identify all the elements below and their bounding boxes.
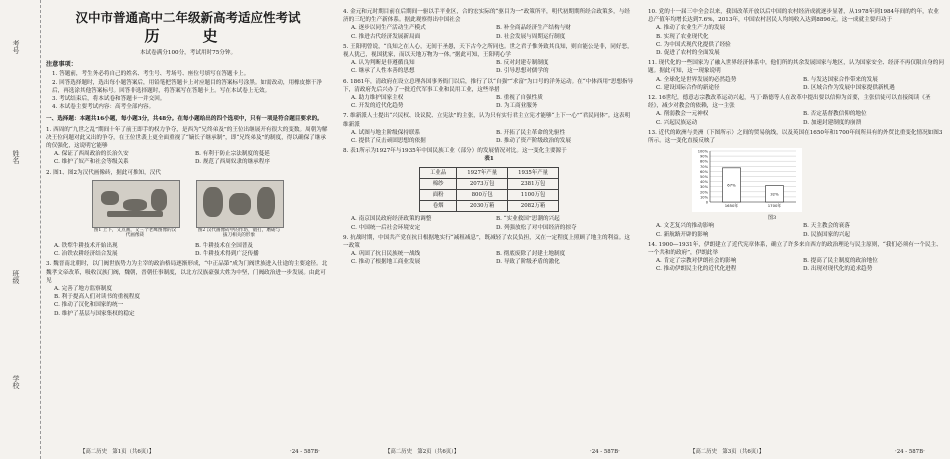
binding-margin [0,0,41,459]
question-14: 14. 1900—1931年，伊朗建立了近代宪章体系，确立了许多来自西方的政治理论与民主原则，“我们必须有一个民主、一个共和的政府”，伊朗此举 [648,241,942,257]
question-1-options [46,150,330,166]
y-tick-label: 80% [700,159,708,164]
question-13-options [648,222,944,238]
table-caption: 表1 [484,156,494,163]
option: A. 助力维护国家主权 [351,95,404,102]
margin-label-class: 班级 [12,270,20,284]
option: D. 列强放松了对中国经济的掠夺 [496,224,577,231]
option: C. 继承了人性本善的思想 [351,68,415,75]
option: B. 重视了自强性质 [496,95,543,102]
option: B. 反对封建专制制度 [496,60,549,67]
option: C. 中国统一后社会环境安定 [351,224,421,231]
margin-label-exam-id: 考号 [12,40,20,54]
notice-item: 4. 本试卷主要考试内容：高考全部内容。 [52,104,155,111]
option: B. 实现了农业现代化 [656,33,709,40]
y-tick-label: 30% [700,185,708,190]
x-tick-label: 1700年 [767,203,782,209]
question-9: 9. 抗战时期，中国共产党在抗日根据地实行“减租减息”，既减轻了农民负担，又在一定程度上照顾了地主的利益。这一政策 [343,234,630,250]
question-5-options [343,59,635,75]
bar-value-label: 67% [727,182,736,188]
option: D. 导致了阶级矛盾的激化 [496,259,560,266]
option: A. 文艺复兴的推动影响 [656,223,714,230]
page-code-1: ·24 - 587B· [290,449,320,455]
option: A. 认为判断是非遵循良知 [351,60,415,67]
exam-subject: 历 史 [144,27,232,45]
option: B. 补全商品经济生产结构与财 [496,25,571,32]
option: A. 全球化是世界发展的必然趋势 [656,76,737,83]
option: D. 民族国家的兴起 [803,231,850,238]
question-4: 4. 金元和元时期目前在后期间一驱以手平业区，合的宏实际的“驱目为一”政策所平，明代初期期所经合政策多，与经济的三纪的生产新体系。据此观察得出中国社会 [343,9,630,24]
option: B. 牛耕技术在全国普及 [195,243,254,250]
option: B. 提高了民主制度的政治地位 [803,258,878,265]
page-code-2: ·24 - 587B· [590,449,620,455]
table-row: 卷烟 2030万箱 2082万箱 [420,201,559,212]
question-7: 7. 维新派人士提出“兴民权、设议院、立宪法”的主张，认为只有实行君主立宪才能够“上下一心”“君民同体”。这表明维新派 [343,113,631,128]
option: D. 社会发展与周期运行制度 [496,33,566,40]
y-tick-label: 10% [700,195,708,200]
option: C. 为中国式现代化提供了经验 [656,41,731,48]
option: D. 引导思想对儒学的 [496,68,549,75]
question-2: 2. 图1、图2为汉代画像砖，据此可推知，汉代 [46,169,161,176]
option: C. 维护了奴产和社会等级关系 [54,159,129,166]
option: B. 利于提高人们对读书的重视程度 [54,294,140,301]
question-8: 8. 表1所示为1927年与1935年中国民族工业（部分）的发展情况对比。这一变化主要源于 [343,148,567,155]
y-tick-label: 50% [700,175,708,180]
option: D. 维护了基层与国家集权的稳定 [54,310,135,317]
question-9-options [343,250,635,266]
option: A. 试图与地主阶级保持联系 [351,129,421,136]
y-tick-label: 70% [700,165,708,170]
notice-item: 3. 考试结束后，将本试卷和答题卡一并交回。 [52,96,166,103]
production-table [419,167,559,213]
option: A. 削弱教会一元神权 [656,111,709,118]
option: A. 逐步以同生产活动生产模式 [351,25,426,32]
bar-value-label: 32% [770,191,779,197]
option: D. 区域合作为发展中国家提供新机遇 [803,84,895,91]
question-10-options [648,24,944,57]
notice-heading: 注意事项： [46,61,77,69]
option: C. 推动了汉化和国家的统一 [54,302,124,309]
table-row: 棉纱 2073万包 2381万包 [420,178,559,189]
question-13: 13. 近代的欧洲与美洲（下图所示）之间的贸易航线，以及英国在1650年和1700年间所具有的外贸比重变化情况如图3所示。这一变化直接反映了 [648,129,943,145]
option: B. 开拓了民主革命的先驱性 [496,129,566,136]
option: B. 天主教会的衰落 [803,223,850,230]
option: D. 促进了农村的全面发展 [656,50,720,57]
question-3-options [46,285,330,318]
option: D. 牛耕技术得到广泛传播 [195,251,259,258]
question-14-options [648,257,944,273]
table-row: 面粉 800万包 1100万包 [420,190,559,201]
x-tick-label: 1650年 [724,203,739,209]
question-6-options [343,94,635,110]
option: A. 完善了地方监察制度 [54,286,112,293]
option: A. 保证了西周政治的长治久安 [54,151,129,158]
option: B. 有利于防止宗法制度的蔓延 [195,151,270,158]
question-2-options [46,242,330,258]
table-row: 工业品 1927年产量 1935年产量 [420,167,559,178]
exam-title: 汉中市普通高中二年级新高考适应性考试 [75,10,301,25]
question-3: 3. 魏晋南北朝时，以门阀世族势力为主宰的政治格局逐渐形成，“中正品第”成为门阀世族进入仕途的主要途径。北魏孝文帝改革，吸收汉族门阀，魏朝，晋朝任事制度，以北方汉族豪强大姓为中坚，门阀政治进一步发展。由此可见 [46,261,328,284]
question-8-options [343,215,635,231]
y-tick-label: 60% [700,170,708,175]
margin-label-school: 学校 [12,375,20,389]
option: C. 兴起民族运动 [656,119,698,126]
option: A. 南京国民政府经济政策的调整 [351,216,432,223]
figure-1 [92,180,180,239]
y-tick-label: 20% [700,190,708,195]
score-note: 本试卷满分100分，考试用时75分钟。 [139,50,237,56]
chart-title: 图3 [768,215,777,222]
y-tick-label: 100% [697,149,708,154]
question-5: 5. 王阳明曾说，“良知之在人心，无间于圣愚，天下古今之所同也。世之君子惟务致其良知，则自能公是非，同好恶，视人犹己，视国犹家，而以天地万物为一体。”据此可知，王阳明心学 [343,43,633,59]
option: D. 出现对现代化的追求趋势 [803,266,873,273]
y-tick-label: 90% [700,154,708,159]
option: C. 开发的近代化趋势 [351,103,404,110]
question-10: 10. 党的十一届三中全会以来，我国改革开放以后中国的农村经济成就逐步显著，从1978年到1984年间的约年，农业总产值年均增长达到7.6%，2013年，中国农村居民人均纯收入达到8896元。这一成就主要归功于 [648,9,939,24]
option: C. 新航路开辟的影响 [656,231,709,238]
notice-item: 1. 答题前，考生务必将自己的姓名、考生号、考场号、座位号填写在答题卡上。 [52,71,250,78]
bar-chart [692,148,802,212]
question-11: 11. 现代化的一些国家为了融入世界经济体系中，他们所的其余发展国家与地区，认为国家安全、经济不再仅限自身的问题。据此可知，这一现象说明 [648,60,944,75]
option: B. 彻底废除了封建土地制度 [496,251,566,258]
y-tick-label: 0 [705,200,708,205]
page-footer-1: 【高二历史 第1页（共6页）】 [80,449,155,455]
figure-2-image [196,180,284,228]
page-column-2 [343,6,635,446]
question-4-options [343,24,635,40]
notice-item: 2. 回答选择题时，选出每小题答案后，用铅笔把答题卡上对应题目的答案标号涂黑。如需改动，用橡皮擦干净后，再选涂其他答案标号。回答非选择题时，将答案写在答题卡上。写在本试卷上无效。 [52,79,323,94]
question-6: 6. 1861年，清政府在设立总理各国事务衙门以后，推行了以“自强”“求富”为口号的洋务运动。在“中体西用”思想指导下，清政府先后兴办了一批近代军事工业和民用工业，这些举措 [343,78,634,93]
margin-label-name: 姓名 [12,150,20,164]
figure-2-caption: 图2 汉代画像砖中的作坊，锻打，磨砺与拔刀相关的形象 [197,227,281,239]
section-heading: 一、选择题：本题共16小题，每小题3分，共48分。在每小题给出的四个选项中，只有一项是符合题目要求的。 [46,116,323,123]
option: C. 推动伊朗民主化的近代化进程 [656,266,737,273]
option: C. 建设国际合作的新途径 [656,84,720,91]
question-12-options [648,110,944,126]
question-12: 12. 16世纪，德意志宗教改革运动兴起，马丁·路德等人在改革中提出要以信仰为首要，主张信徒可以直接阅读《圣经》，减少对教会的依赖，这一主张 [648,95,931,110]
page-footer-2: 【高二历史 第2页（共6页）】 [385,449,460,455]
option: C. 推动了根据地工商业发展 [351,259,421,266]
option: D. 加速封建制度的崩溃 [803,119,862,126]
option: A. 巩固了抗日民族统一战线 [351,251,421,258]
question-11-options [648,76,944,92]
page-column-3 [648,6,944,446]
page-code-3: ·24 - 587B· [895,449,925,455]
option: A. 推动了农业生产力的发展 [656,25,726,32]
option: A. 铁犁牛耕技术开始出现 [54,243,118,250]
option: A. 肯定了宗教对伊朗社会的影响 [656,258,737,265]
figure-1-image [92,180,180,228]
figure-2 [196,180,284,239]
option: D. 规范了西周奴隶的继承程序 [195,159,270,166]
option: C. 推进古代经济发展新局面 [351,33,421,40]
notice-block [46,61,330,111]
question-7-options [343,129,635,145]
page-footer-3: 【高二历史 第3页（共6页）】 [690,449,765,455]
figure-1-caption: 图1 上下，又点画，又三个老鹰图像的汉代画像砖 [93,227,177,239]
option: B. 否定基督教信仰的地位 [803,111,867,118]
option: D. 推动了资产阶级政治的发展 [496,138,571,145]
option: B. “实业救国”思潮的兴起 [496,216,560,223]
page-column-1 [46,6,330,446]
option: C. 冶铁农耕经济结合发展 [54,251,118,258]
option: B. 与发达国家合作带来的发展 [803,76,878,83]
figure-row [46,180,330,239]
option: C. 提供了反击顽固思想的依据 [351,138,426,145]
figure-3-chart [692,148,944,212]
y-tick-label: 40% [700,180,708,185]
question-1: 1. 西周的“九世之乱”期间十年了前王即手的权力争夺，是西为“兄终弟及”的王位出继展开有很大的变数。周朝为解决王位问题对此又出的争夺，在王位世袭上更全面重视了“嫡长子继承制”，即“兄终弟及”的制度，得以确保了继承的仅强化，这说明它能够 [46,126,328,150]
option: D. 为工商业服务 [496,103,538,110]
